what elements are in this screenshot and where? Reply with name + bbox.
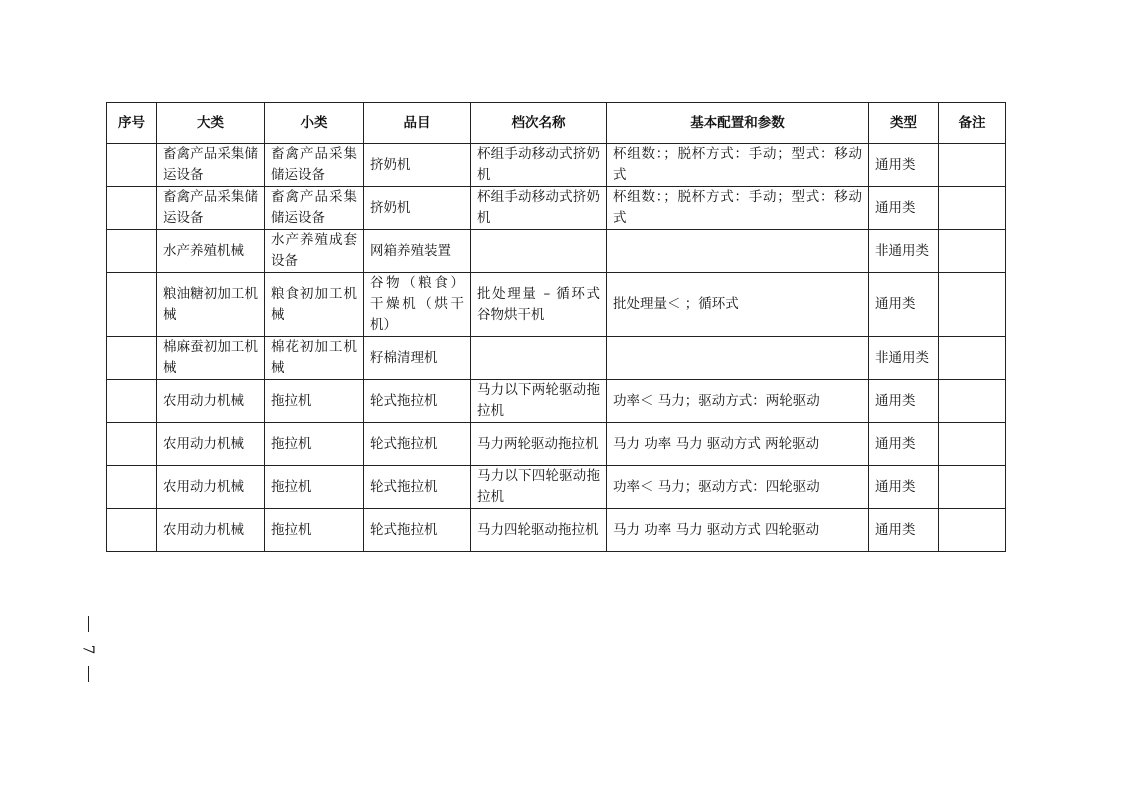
cell-grade-name: 马力以下两轮驱动拖拉机: [471, 380, 607, 423]
cell-remarks: [939, 187, 1006, 230]
page-number-digit: 7: [79, 644, 98, 654]
header-type: 类型: [869, 103, 939, 144]
cell-remarks: [939, 337, 1006, 380]
cell-remarks: [939, 144, 1006, 187]
table-header-row: [107, 103, 1006, 144]
header-major-category: 大类: [157, 103, 265, 144]
cell-type: 通用类: [869, 273, 939, 337]
page-number-dash-bottom: [88, 666, 89, 682]
cell-type: 非通用类: [869, 337, 939, 380]
cell-major-category: 农用动力机械: [157, 466, 265, 509]
cell-item: 轮式拖拉机: [364, 423, 471, 466]
cell-minor-category: 粮食初加工机械: [265, 273, 364, 337]
header-item: 品目: [364, 103, 471, 144]
cell-grade-name: 杯组手动移动式挤奶机: [471, 144, 607, 187]
cell-config-params: [607, 230, 869, 273]
cell-remarks: [939, 423, 1006, 466]
cell-remarks: [939, 230, 1006, 273]
header-minor-category: 小类: [265, 103, 364, 144]
cell-grade-name: 马力四轮驱动拖拉机: [471, 509, 607, 552]
cell-major-category: 棉麻蚕初加工机械: [157, 337, 265, 380]
cell-minor-category: 拖拉机: [265, 466, 364, 509]
cell-config-params: 杯组数：；脱杯方式：手动；型式：移动式: [607, 144, 869, 187]
table-row: [107, 337, 1006, 380]
cell-type: 通用类: [869, 466, 939, 509]
cell-config-params: 功率＜ 马力；驱动方式：四轮驱动: [607, 466, 869, 509]
table-row: [107, 509, 1006, 552]
cell-grade-name: [471, 230, 607, 273]
table-row: [107, 230, 1006, 273]
header-index: 序号: [107, 103, 157, 144]
cell-index: [107, 187, 157, 230]
cell-minor-category: 拖拉机: [265, 423, 364, 466]
cell-major-category: 农用动力机械: [157, 509, 265, 552]
cell-config-params: 杯组数：；脱杯方式：手动；型式：移动式: [607, 187, 869, 230]
cell-minor-category: 拖拉机: [265, 509, 364, 552]
cell-item: 挤奶机: [364, 144, 471, 187]
cell-type: 通用类: [869, 187, 939, 230]
cell-index: [107, 509, 157, 552]
cell-minor-category: 水产养殖成套设备: [265, 230, 364, 273]
cell-grade-name: 批处理量 – 循环式谷物烘干机: [471, 273, 607, 337]
header-remarks: 备注: [939, 103, 1006, 144]
cell-index: [107, 337, 157, 380]
header-config-params: 基本配置和参数: [607, 103, 869, 144]
cell-item: 挤奶机: [364, 187, 471, 230]
cell-minor-category: 拖拉机: [265, 380, 364, 423]
table-row: [107, 144, 1006, 187]
cell-config-params: [607, 337, 869, 380]
cell-item: 网箱养殖装置: [364, 230, 471, 273]
cell-major-category: 农用动力机械: [157, 423, 265, 466]
table-row: [107, 273, 1006, 337]
page-number: [78, 616, 98, 682]
header-grade-name: 档次名称: [471, 103, 607, 144]
cell-grade-name: [471, 337, 607, 380]
cell-index: [107, 380, 157, 423]
cell-major-category: 粮油糖初加工机械: [157, 273, 265, 337]
cell-config-params: 功率＜ 马力；驱动方式：两轮驱动: [607, 380, 869, 423]
cell-index: [107, 273, 157, 337]
cell-minor-category: 畜禽产品采集储运设备: [265, 144, 364, 187]
cell-major-category: 畜禽产品采集储运设备: [157, 144, 265, 187]
cell-item: 轮式拖拉机: [364, 509, 471, 552]
cell-remarks: [939, 466, 1006, 509]
cell-index: [107, 230, 157, 273]
cell-index: [107, 423, 157, 466]
cell-grade-name: 杯组手动移动式挤奶机: [471, 187, 607, 230]
cell-major-category: 水产养殖机械: [157, 230, 265, 273]
cell-remarks: [939, 380, 1006, 423]
cell-item: 籽棉清理机: [364, 337, 471, 380]
cell-item: 轮式拖拉机: [364, 380, 471, 423]
cell-minor-category: 棉花初加工机械: [265, 337, 364, 380]
cell-index: [107, 144, 157, 187]
table-row: [107, 380, 1006, 423]
page-number-dash-top: [88, 616, 89, 632]
cell-config-params: 马力 功率 马力 驱动方式 两轮驱动: [607, 423, 869, 466]
table-row: [107, 466, 1006, 509]
table-row: [107, 187, 1006, 230]
cell-type: 通用类: [869, 380, 939, 423]
cell-remarks: [939, 509, 1006, 552]
cell-config-params: 批处理量＜ ；循环式: [607, 273, 869, 337]
cell-major-category: 农用动力机械: [157, 380, 265, 423]
cell-type: 通用类: [869, 144, 939, 187]
cell-item: 轮式拖拉机: [364, 466, 471, 509]
cell-config-params: 马力 功率 马力 驱动方式 四轮驱动: [607, 509, 869, 552]
cell-type: 非通用类: [869, 230, 939, 273]
table-row: [107, 423, 1006, 466]
cell-grade-name: 马力两轮驱动拖拉机: [471, 423, 607, 466]
cell-type: 通用类: [869, 423, 939, 466]
cell-grade-name: 马力以下四轮驱动拖拉机: [471, 466, 607, 509]
cell-index: [107, 466, 157, 509]
cell-major-category: 畜禽产品采集储运设备: [157, 187, 265, 230]
cell-item: 谷物（粮食）干燥机（烘干机）: [364, 273, 471, 337]
cell-minor-category: 畜禽产品采集储运设备: [265, 187, 364, 230]
cell-type: 通用类: [869, 509, 939, 552]
cell-remarks: [939, 273, 1006, 337]
equipment-table: [106, 102, 1006, 552]
